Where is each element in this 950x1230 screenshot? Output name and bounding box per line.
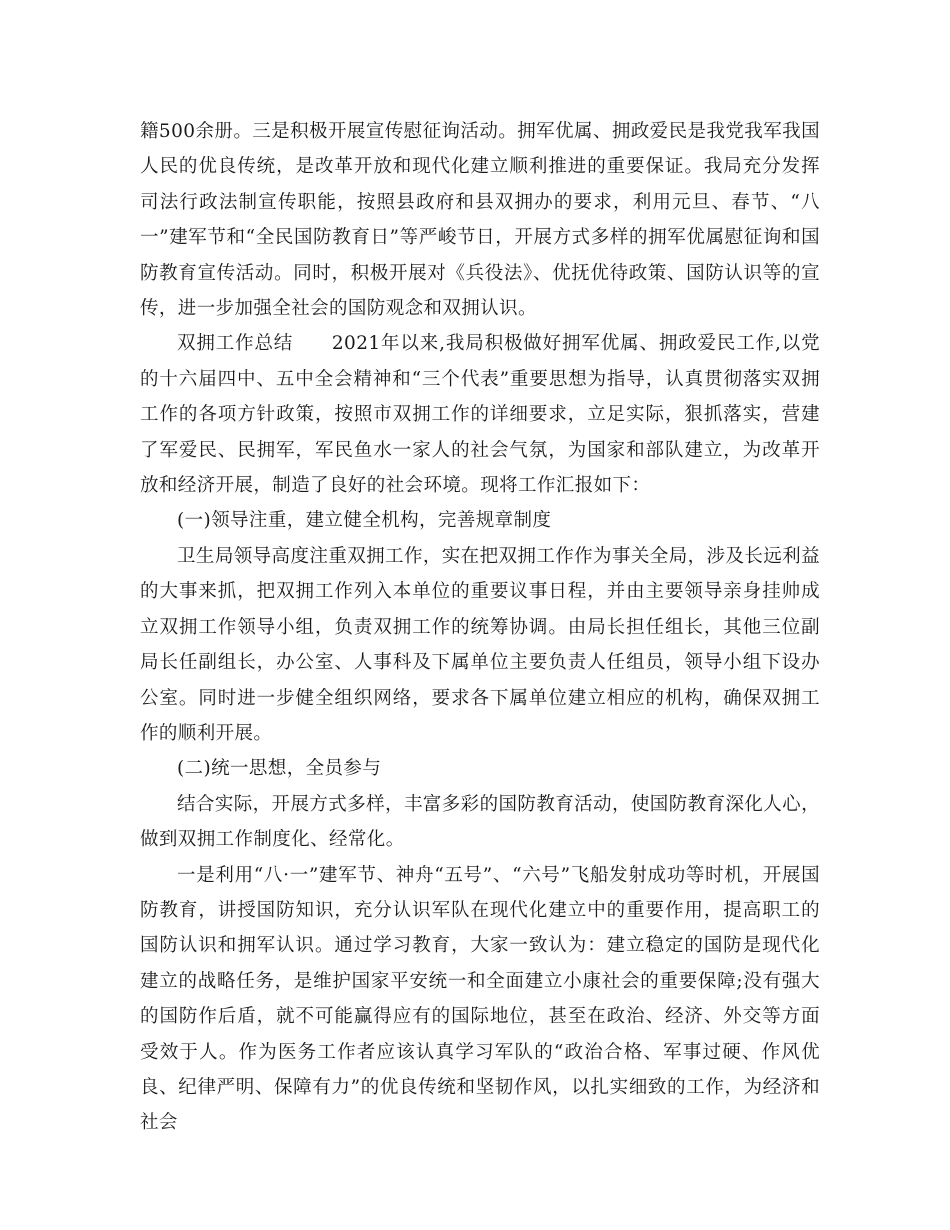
document-body: [140, 114, 820, 1141]
section-heading-2: (二)统一思想，全员参与: [177, 758, 382, 780]
paragraph-3: 卫生局领导高度注重双拥工作，实在把双拥工作作为事关全局，涉及长远利益的大事来抓，把双拥工作列入本单位的重要议事日程，并由主要领导亲身挂帅成立双拥工作领导小组，负责双拥工作的统筹协调。由局长担任组长，其他三位副局长任副组长，办公室、人事科及下属单位主要负责人任组员，领导小组下设办公室。同时进一步健全组织网络，要求各下属单位建立相应的机构，确保双拥工作的顺利开展。: [140, 545, 820, 744]
paragraph-2: 双拥工作总结 2021年以来,我局积极做好拥军优属、拥政爱民工作,以党的十六届四中、五中全会精神和“三个代表”重要思想为指导，认真贯彻落实双拥工作的各项方针政策，按照市双拥工作的详细要求，立足实际，狠抓落实，营建了军爱民、民拥军，军民鱼水一家人的社会气氛，为国家和部队建立，为改革开放和经济开展，制造了良好的社会环境。现将工作汇报如下：: [140, 333, 820, 497]
paragraph-5: 一是利用“八·一”建军节、神舟“五号”、“六号”飞船发射成功等时机，开展国防教育，讲授国防知识，充分认识军队在现代化建立中的重要作用，提高职工的国防认识和拥军认识。通过学习教育，大家一致认为：建立稳定的国防是现代化建立的战略任务，是维护国家平安统一和全面建立小康社会的重要保障;没有强大的国防作后盾，就不可能赢得应有的国际地位，甚至在政治、经济、外交等方面受效于人。作为医务工作者应该认真学习军队的“政治合格、军事过硬、作风优良、纪律严明、保障有力”的优良传统和坚韧作风，以扎实细致的工作，为经济和社会: [140, 864, 820, 1134]
paragraph-1: 籍500余册。三是积极开展宣传慰征询活动。拥军优属、拥政爱民是我党我军我国人民的优良传统，是改革开放和现代化建立顺利推进的重要保证。我局充分发挥司法行政法制宣传职能，按照县政府和县双拥办的要求，利用元旦、春节、“八一”建军节和“全民国防教育日”等严峻节日，开展方式多样的拥军优属慰征询和国防教育宣传活动。同时，积极开展对《兵役法》、优抚优待政策、国防认识等的宣传，进一步加强全社会的国防观念和双拥认识。: [140, 121, 820, 320]
section-heading-1: (一)领导注重，建立健全机构，完善规章制度: [177, 510, 552, 532]
paragraph-4: 结合实际，开展方式多样，丰富多彩的国防教育活动，使国防教育深化人心，做到双拥工作制度化、经常化。: [140, 793, 820, 851]
